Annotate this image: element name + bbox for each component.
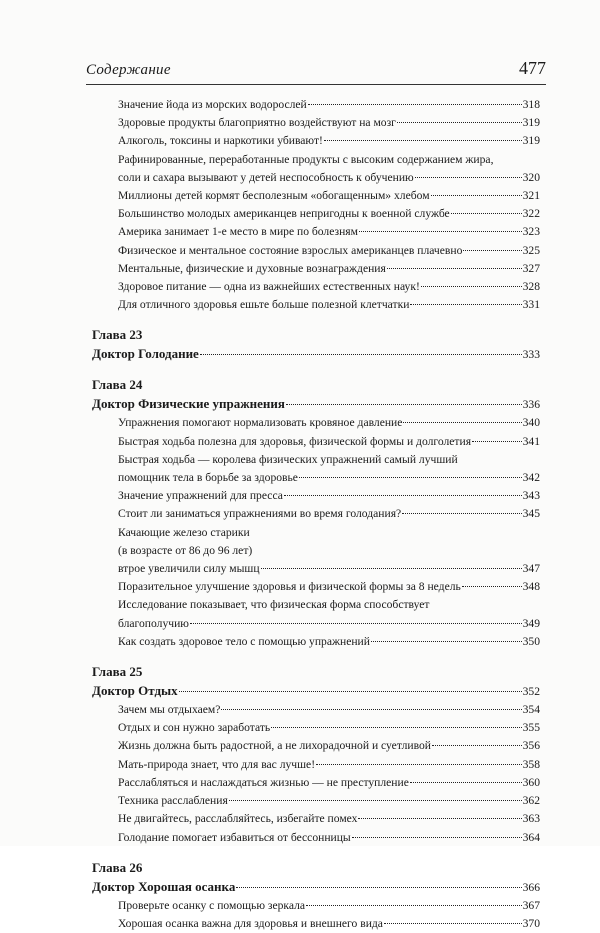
dot-leader — [358, 808, 521, 819]
dot-leader — [463, 240, 521, 251]
dot-leader — [261, 558, 522, 569]
chapter-label: Глава 24 — [92, 377, 143, 393]
chapter-block — [0, 663, 600, 847]
toc-entry-title: втрое увеличили силу мышц — [118, 562, 260, 576]
toc-entry-title: соли и сахара вызывают у детей неспособность к обучению — [118, 170, 414, 184]
toc-entry[interactable] — [0, 596, 540, 632]
toc-page-number: 370 — [522, 916, 540, 930]
dot-leader — [403, 412, 521, 423]
toc-page-number: 322 — [522, 207, 540, 221]
toc-page-number: 362 — [522, 794, 540, 808]
toc-page-number: 352 — [522, 685, 540, 699]
toc-entry-title: Физическое и ментальное состояние взрослых американцев плачевно — [118, 243, 463, 257]
toc-page-number: 349 — [522, 616, 540, 630]
chapter-title: Доктор Хорошая осанка — [92, 878, 236, 894]
toc-entry-title: Мать-природа знает, что для вас лучше! — [118, 757, 316, 771]
toc-entry-line: Быстрая ходьба — королева физических упражнений самый лучший — [118, 452, 458, 466]
dot-leader — [229, 790, 522, 801]
header-rule — [86, 84, 546, 85]
dot-leader — [462, 576, 522, 587]
toc-page-number: 360 — [522, 775, 540, 789]
chapter-title: Доктор Физические упражнения — [92, 396, 285, 412]
toc-entry-title: Значение йода из морских водорослей — [118, 98, 307, 111]
toc-page-number: 331 — [522, 298, 540, 312]
chapter-block — [0, 376, 600, 651]
toc-entry-title: Здоровое питание — одна из важнейших естественных наук! — [118, 280, 420, 294]
dot-leader — [371, 631, 522, 642]
toc-entry-title: Алкоголь, токсины и наркотики убивают! — [118, 134, 323, 148]
running-header-title: Содержание — [86, 62, 171, 78]
dot-leader — [284, 485, 522, 496]
toc-page-number: 363 — [522, 812, 540, 826]
chapter-title: Доктор Голодание — [92, 346, 199, 362]
toc-entry[interactable] — [0, 524, 540, 579]
toc-page-number: 319 — [522, 134, 540, 148]
dot-leader — [410, 772, 522, 783]
chapter-label: Глава 23 — [92, 327, 143, 343]
dot-leader — [402, 503, 521, 514]
toc-entry-title: Стоит ли заниматься упражнениями во время голодания? — [118, 507, 402, 521]
toc-page-number: 356 — [522, 739, 540, 753]
dot-leader — [324, 130, 522, 141]
dot-leader — [359, 221, 522, 232]
table-of-contents — [0, 96, 600, 933]
toc-entry[interactable] — [0, 633, 540, 651]
toc-entry-line: (в возрасте от 86 до 96 лет) — [118, 543, 253, 557]
dot-leader — [415, 167, 522, 178]
dot-leader — [286, 394, 522, 405]
toc-entry[interactable] — [0, 151, 540, 187]
toc-entry-line: Исследование показывает, что физическая форма способствует — [118, 598, 430, 612]
toc-page-number: 327 — [522, 261, 540, 275]
toc-page-number: 321 — [522, 189, 540, 203]
dot-leader — [308, 94, 522, 105]
chapter-title-entry[interactable] — [0, 877, 540, 897]
toc-page-number: 347 — [522, 562, 540, 576]
toc-entry[interactable] — [0, 132, 540, 150]
chapter-label: Глава 25 — [92, 664, 143, 680]
toc-page-number: 364 — [522, 830, 540, 844]
chapter-block — [0, 859, 600, 933]
toc-entry[interactable] — [0, 296, 540, 314]
toc-entry-title: Жизнь должна быть радостной, а не лихорадочной и суетливой — [118, 739, 431, 753]
dot-leader — [397, 112, 522, 123]
dot-leader — [352, 827, 522, 838]
toc-page-number: 367 — [522, 898, 540, 912]
toc-entry-line: Рафинированные, переработанные продукты с высоким содержанием жира, — [118, 152, 494, 166]
dot-leader — [236, 877, 521, 888]
toc-entry[interactable] — [0, 915, 540, 933]
toc-page-number: 358 — [522, 757, 540, 771]
toc-page-number: 333 — [522, 348, 540, 362]
toc-page-number: 336 — [522, 398, 540, 412]
dot-leader — [431, 185, 522, 196]
dot-leader — [384, 913, 522, 924]
toc-entry-title: Как создать здоровое тело с помощью упражнений — [118, 634, 370, 648]
toc-page-number: 342 — [522, 471, 540, 485]
dot-leader — [179, 681, 522, 692]
toc-entry-title: Поразительное улучшение здоровья и физической формы за 8 недель — [118, 580, 461, 594]
toc-entry-title: Упражнения помогают нормализовать кровяное давление — [118, 416, 403, 430]
toc-page-number: 355 — [522, 721, 540, 735]
chapter-title-entry[interactable] — [0, 394, 540, 414]
chapter-title-entry[interactable] — [0, 344, 540, 364]
toc-entry-title: Здоровые продукты благоприятно воздействуют на мозг — [118, 116, 396, 130]
toc-page-number: 320 — [522, 170, 540, 184]
toc-page-number: 325 — [522, 243, 540, 257]
toc-page-number: 350 — [522, 634, 540, 648]
toc-entry-title: помощник тела в борьбе за здоровье — [118, 471, 298, 485]
dot-leader — [387, 258, 522, 269]
page-number: 477 — [519, 58, 546, 78]
toc-page-number: 345 — [522, 507, 540, 521]
toc-entry[interactable] — [0, 451, 540, 487]
toc-page-number: 366 — [522, 880, 540, 894]
dot-leader — [451, 203, 522, 214]
toc-entry-title: Америка занимает 1-е место в мире по болезням — [118, 225, 358, 239]
toc-entry-title: Проверьте осанку с помощью зеркала — [118, 898, 306, 912]
dot-leader — [190, 613, 522, 624]
toc-entry-title: Расслабляться и наслаждаться жизнью — не преступление — [118, 775, 409, 789]
toc-entry[interactable] — [0, 578, 540, 596]
dot-leader — [432, 735, 522, 746]
dot-leader — [472, 431, 522, 442]
toc-entry-title: Зачем мы отдыхаем? — [118, 703, 221, 717]
toc-page-number: 343 — [522, 489, 540, 503]
toc-page-number: 341 — [522, 434, 540, 448]
toc-entry[interactable] — [0, 829, 540, 847]
toc-page-number: 318 — [522, 98, 540, 111]
toc-entry-title: Голодание помогает избавиться от бессонницы — [118, 830, 351, 844]
dot-leader — [271, 717, 521, 728]
toc-page-number: 348 — [522, 580, 540, 594]
toc-entry[interactable] — [0, 223, 540, 241]
toc-entry[interactable] — [0, 505, 540, 523]
toc-entry-title: Быстрая ходьба полезна для здоровья, физической формы и долголетия — [118, 434, 472, 448]
dot-leader — [221, 699, 521, 710]
dot-leader — [421, 276, 522, 287]
toc-page-number: 319 — [522, 116, 540, 130]
chapter-title-entry[interactable] — [0, 681, 540, 701]
dot-leader — [299, 467, 522, 478]
chapter-label: Глава 26 — [92, 859, 143, 875]
dot-leader — [200, 344, 522, 355]
toc-page-number: 328 — [522, 280, 540, 294]
chapter-title: Доктор Отдых — [92, 683, 178, 699]
toc-entry-title: Отдых и сон нужно заработать — [118, 721, 271, 735]
running-header — [86, 58, 546, 82]
toc-entry[interactable] — [0, 433, 540, 451]
toc-entry-title: Техника расслабления — [118, 794, 228, 808]
toc-entry[interactable] — [0, 414, 540, 432]
toc-entry-title: Миллионы детей кормят бесполезным «обогащенным» хлебом — [118, 189, 430, 203]
toc-entry-title: благополучию — [118, 616, 189, 630]
dot-leader — [316, 754, 522, 765]
dot-leader — [306, 895, 522, 906]
toc-entry-title: Ментальные, физические и духовные вознаграждения — [118, 261, 386, 275]
toc-page-number: 354 — [522, 703, 540, 717]
toc-page-number: 340 — [522, 416, 540, 430]
toc-entry-title: Для отличного здоровья ешьте больше полезной клетчатки — [118, 298, 410, 312]
toc-page-number: 323 — [522, 225, 540, 239]
dot-leader — [410, 294, 521, 305]
toc-entry-title: Хорошая осанка важна для здоровья и внешнего вида — [118, 916, 383, 930]
toc-entry-title: Не двигайтесь, расслабляйтесь, избегайте помех — [118, 812, 358, 826]
chapter-block — [0, 326, 600, 364]
toc-entry-title: Значение упражнений для пресса — [118, 489, 283, 503]
toc-entry-line: Качающие железо старики — [118, 525, 250, 539]
toc-entry-title: Большинство молодых американцев непригодны к военной службе — [118, 207, 450, 221]
